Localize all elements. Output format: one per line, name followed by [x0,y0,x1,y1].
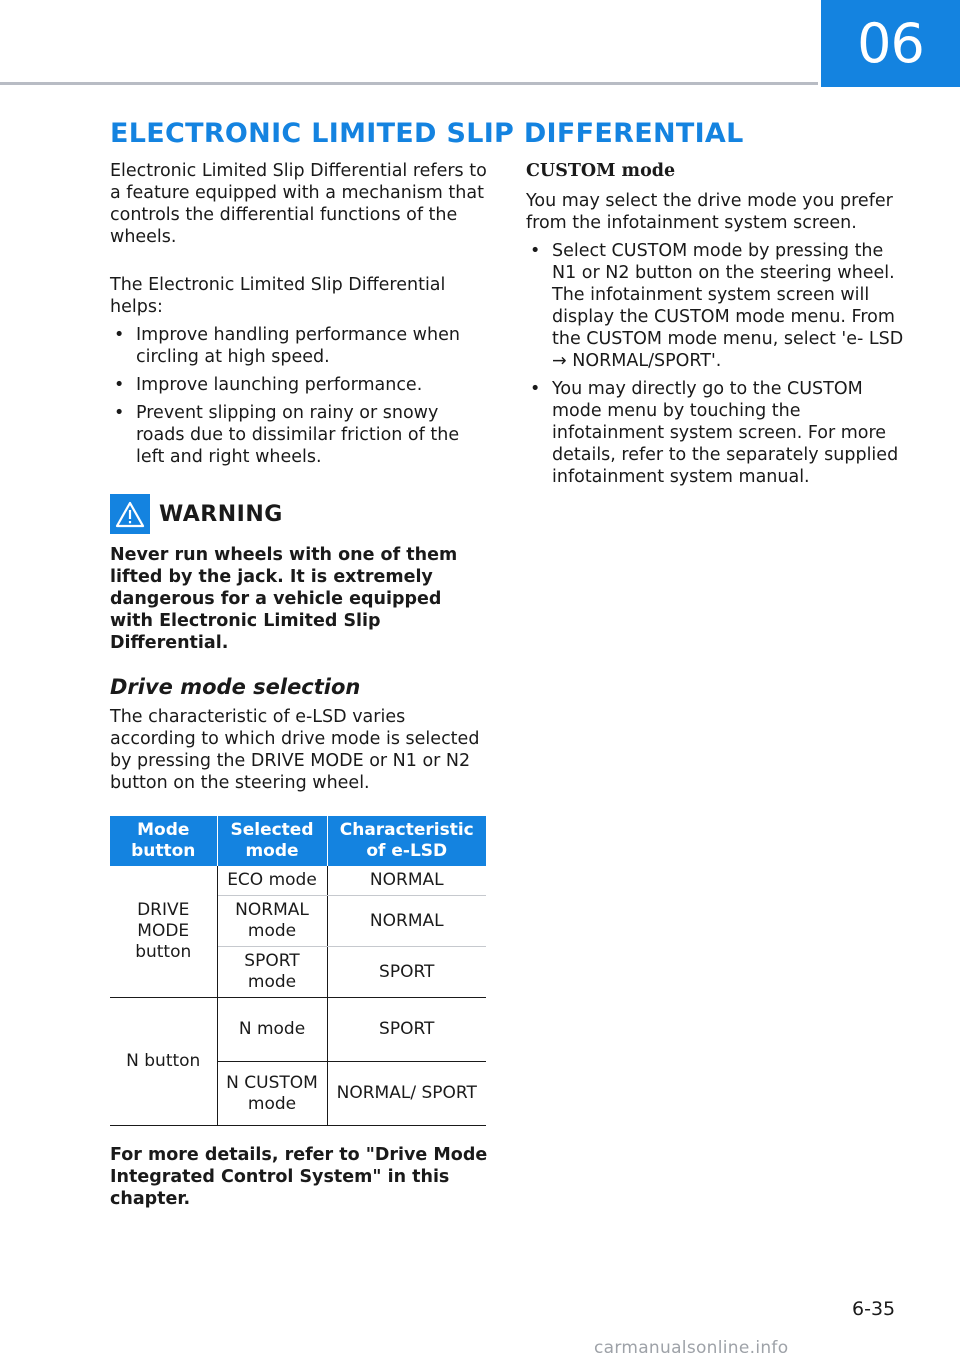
custom-list [526,240,906,488]
drive-mode-heading: Drive mode selection [110,675,361,699]
custom-intro: You may select the drive mode you prefer from the infotainment system screen. [526,191,893,233]
column-header: Characteristic of e-LSD [327,816,486,866]
list-item: • Select CUSTOM mode by pressing the N1 or N2 button on the steering wheel. The infotainment system screen will display the CUSTOM mode menu. From the CUSTOM mode menu, select 'e- LSD → NORMAL/SPORT'. [530,241,904,371]
helps-intro: The Electronic Limited Slip Differential helps: [110,275,446,317]
table-header-row [110,816,486,866]
custom-mode-heading: CUSTOM mode [526,161,676,181]
list-item: • You may directly go to the CUSTOM mode menu by touching the infotainment system screen. For more details, refer to the separately supplied infotainment system manual. [530,379,899,487]
selected-mode-cell: N CUSTOM mode [217,1062,327,1126]
warning-header [110,494,488,534]
bullet-glyph: • [114,375,125,395]
bullet-glyph: • [114,403,125,423]
section-title: ELECTRONIC LIMITED SLIP DIFFERENTIAL [110,118,744,149]
characteristic-cell: NORMAL [327,896,486,947]
table-row [110,998,486,1062]
drive-mode-paragraph: The characteristic of e-LSD varies according to which drive mode is selected by pressing the DRIVE MODE or N1 or N2 button on the steering wheel. [110,707,480,793]
selected-mode-cell: SPORT mode [217,947,327,998]
helps-list [110,324,488,468]
selected-mode-cell: ECO mode [217,866,327,896]
selected-mode-cell: NORMAL mode [217,896,327,947]
mode-button-cell: DRIVE MODE button [110,866,217,998]
mode-button-cell: N button [110,998,217,1126]
warning-triangle-icon [110,494,150,534]
intro-paragraph: Electronic Limited Slip Differential refers to a feature equipped with a mechanism that controls the differential functions of the wheels. [110,161,487,247]
list-item: • Improve launching performance. [114,375,423,395]
header-rule [0,82,818,85]
bullet-glyph: • [530,241,541,261]
characteristic-cell: SPORT [327,998,486,1062]
page-number: 6-35 [852,1298,896,1320]
column-header: Selected mode [217,816,327,866]
warning-text: Never run wheels with one of them lifted by the jack. It is extremely dangerous for a vehicle equipped with Electronic Limited Slip Differential. [110,545,458,653]
reference-note: For more details, refer to "Drive Mode Integrated Control System" in this chapter. [110,1145,488,1209]
watermark: carmanualsonline.info [594,1338,789,1358]
mode-table [110,816,486,1126]
characteristic-cell: SPORT [327,947,486,998]
bullet-glyph: • [530,379,541,399]
list-item: • Improve handling performance when circling at high speed. [114,325,460,367]
chapter-number-tab: 06 [821,0,960,87]
characteristic-cell: NORMAL/ SPORT [327,1062,486,1126]
left-column [110,160,488,1210]
characteristic-cell: NORMAL [327,866,486,896]
right-column [526,160,906,494]
table-row [110,866,486,896]
warning-label: WARNING [159,501,283,527]
bullet-glyph: • [114,325,125,345]
column-header: Mode button [110,816,217,866]
selected-mode-cell: N mode [217,998,327,1062]
list-item: • Prevent slipping on rainy or snowy roads due to dissimilar friction of the left and right wheels. [114,403,460,467]
